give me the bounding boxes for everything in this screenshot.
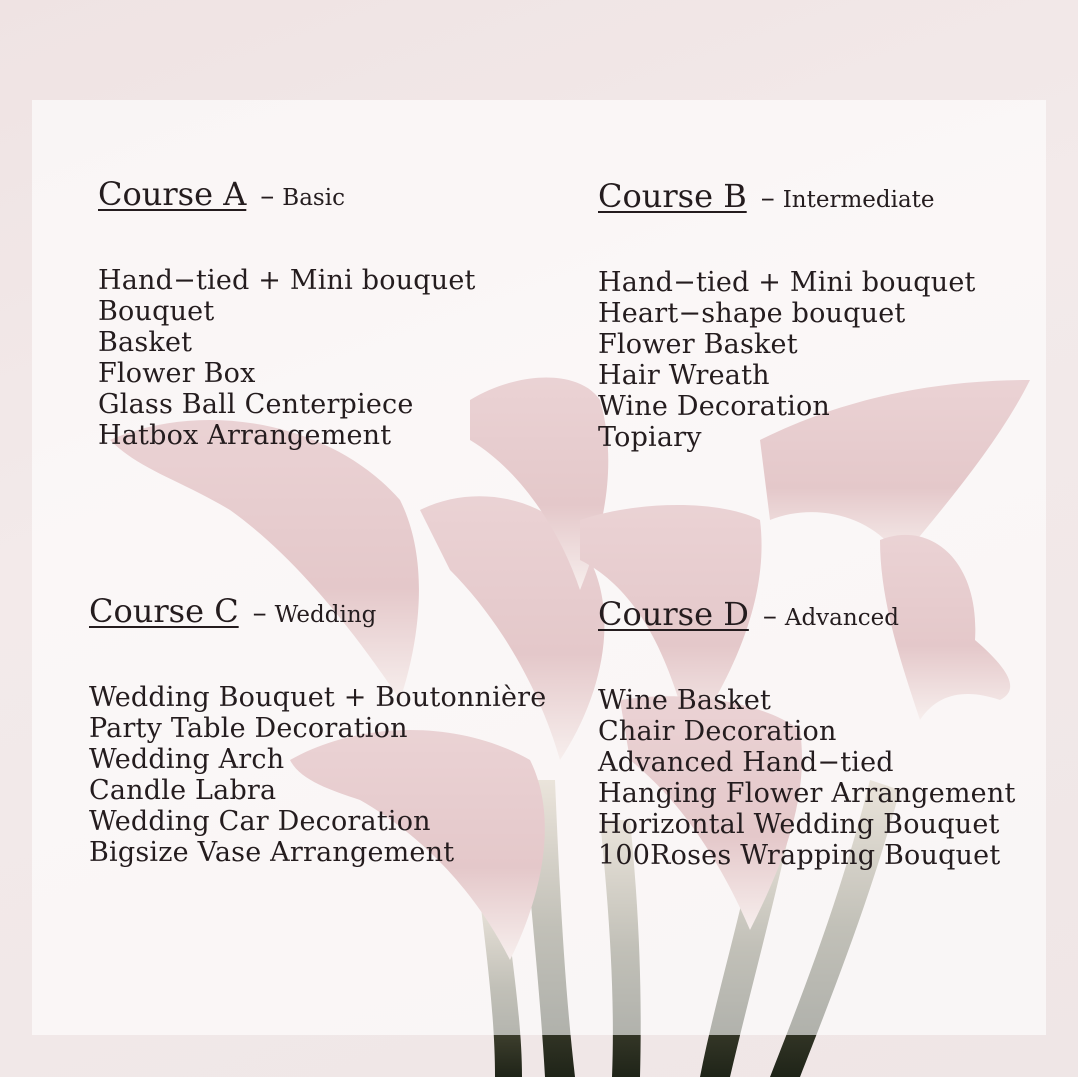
course-c-dash: – <box>252 596 267 629</box>
course-c-heading <box>89 592 546 630</box>
course-b-items <box>598 267 976 453</box>
course-c-items <box>89 682 546 868</box>
course-b-level: Intermediate <box>782 187 935 213</box>
course-item: Wedding Arch <box>89 744 285 775</box>
course-item: Bigsize Vase Arrangement <box>89 837 455 868</box>
course-item: Hair Wreath <box>598 360 770 391</box>
course-item: Bouquet <box>98 296 215 327</box>
course-b-heading <box>598 177 976 215</box>
course-d-level: Advanced <box>784 605 899 631</box>
course-item: Hand−tied + Mini bouquet <box>98 265 476 296</box>
course-item: Heart−shape bouquet <box>598 298 906 329</box>
course-a-title: Course A <box>98 175 247 213</box>
course-c-title: Course C <box>89 592 239 630</box>
course-item: Glass Ball Centerpiece <box>98 389 414 420</box>
course-item: Hand−tied + Mini bouquet <box>598 267 976 298</box>
course-a-items <box>98 265 476 451</box>
course-item: Basket <box>98 327 193 358</box>
course-item: Horizontal Wedding Bouquet <box>598 809 1000 840</box>
course-item: Flower Box <box>98 358 256 389</box>
course-a-section <box>98 175 476 451</box>
course-item: Wine Decoration <box>598 391 830 422</box>
course-item: Party Table Decoration <box>89 713 408 744</box>
course-b-section <box>598 177 976 453</box>
course-a-dash: – <box>260 179 275 212</box>
course-c-section <box>89 592 546 868</box>
course-item: Wedding Bouquet + Boutonnière <box>89 682 547 713</box>
course-item: Candle Labra <box>89 775 277 806</box>
course-b-dash: – <box>760 181 775 214</box>
course-d-title: Course D <box>598 595 749 633</box>
course-item: Wedding Car Decoration <box>89 806 431 837</box>
course-d-section <box>598 595 1016 871</box>
course-item: Flower Basket <box>598 329 798 360</box>
course-item: 100Roses Wrapping Bouquet <box>598 840 1001 871</box>
course-d-heading <box>598 595 1016 633</box>
course-c-level: Wedding <box>274 602 377 628</box>
course-a-level: Basic <box>282 185 345 211</box>
course-item: Advanced Hand−tied <box>598 747 894 778</box>
course-item: Hanging Flower Arrangement <box>598 778 1016 809</box>
course-item: Hatbox Arrangement <box>98 420 392 451</box>
course-a-heading <box>98 175 476 213</box>
course-d-items <box>598 685 1016 871</box>
course-b-title: Course B <box>598 177 747 215</box>
course-item: Topiary <box>598 422 702 453</box>
course-d-dash: – <box>762 599 777 632</box>
course-item: Chair Decoration <box>598 716 837 747</box>
course-item: Wine Basket <box>598 685 772 716</box>
